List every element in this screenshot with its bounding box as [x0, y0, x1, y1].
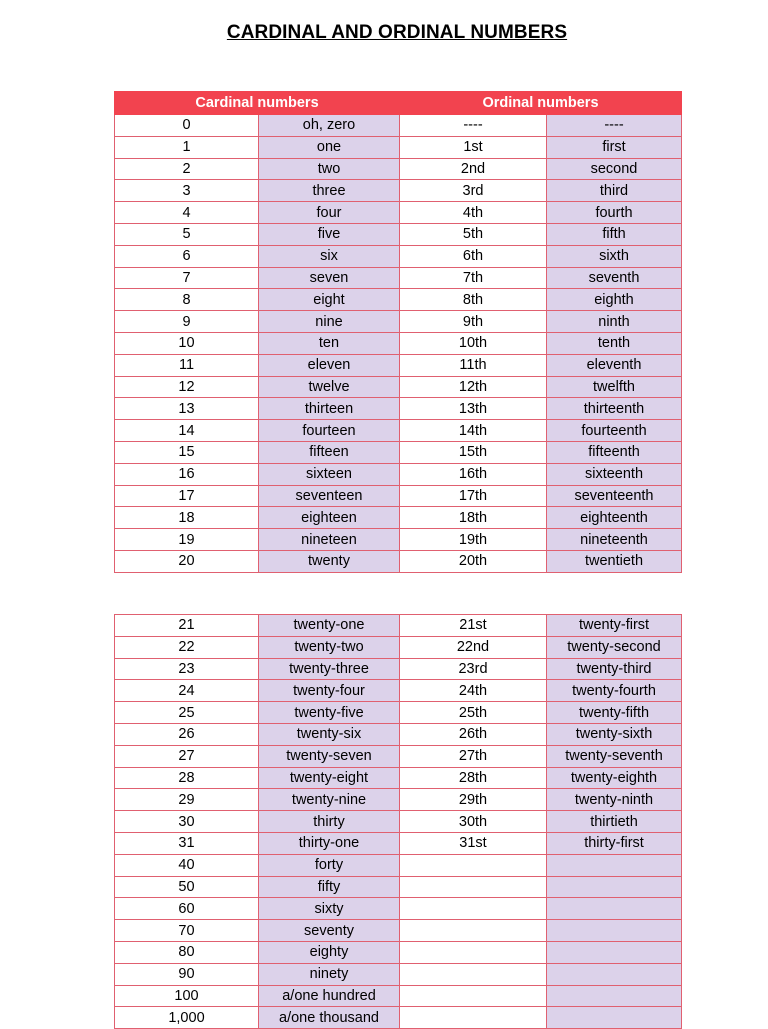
cardinal-word-cell: six [259, 245, 400, 267]
cardinal-digit-cell: 19 [115, 529, 259, 551]
table-row [115, 420, 682, 442]
cardinal-word-cell: four [259, 202, 400, 224]
cardinal-digit-cell: 9 [115, 311, 259, 333]
table-row [115, 615, 682, 637]
cardinal-digit-cell: 8 [115, 289, 259, 311]
cardinal-word-cell: eighteen [259, 507, 400, 529]
ordinal-abbrev-cell: 3rd [400, 180, 547, 202]
table-row [115, 876, 682, 898]
ordinal-word-cell: seventh [547, 267, 682, 289]
cardinal-word-cell: twenty-six [259, 723, 400, 745]
cardinal-word-cell: twenty-four [259, 680, 400, 702]
ordinal-abbrev-cell [400, 985, 547, 1007]
table-row [115, 811, 682, 833]
cardinal-digit-cell: 30 [115, 811, 259, 833]
ordinal-word-cell: fifteenth [547, 441, 682, 463]
ordinal-abbrev-cell: 25th [400, 702, 547, 724]
ordinal-word-cell: sixteenth [547, 463, 682, 485]
ordinal-abbrev-cell: 30th [400, 811, 547, 833]
cardinal-digit-cell: 5 [115, 223, 259, 245]
cardinal-word-cell: three [259, 180, 400, 202]
table-row [115, 115, 682, 137]
ordinal-word-cell: twenty-seventh [547, 745, 682, 767]
ordinal-word-cell: thirty-first [547, 832, 682, 854]
ordinal-word-cell [547, 941, 682, 963]
cardinal-word-cell: twelve [259, 376, 400, 398]
cardinal-digit-cell: 18 [115, 507, 259, 529]
cardinal-word-cell: seventy [259, 920, 400, 942]
table-row [115, 985, 682, 1007]
cardinal-digit-cell: 24 [115, 680, 259, 702]
table-1-body [115, 115, 682, 573]
ordinal-abbrev-cell [400, 963, 547, 985]
cardinal-digit-cell: 0 [115, 115, 259, 137]
cardinal-word-cell: a/one thousand [259, 1007, 400, 1029]
cardinal-word-cell: fifty [259, 876, 400, 898]
ordinal-word-cell: ninth [547, 311, 682, 333]
ordinal-abbrev-cell: 19th [400, 529, 547, 551]
ordinal-abbrev-cell: 8th [400, 289, 547, 311]
ordinal-abbrev-cell: 5th [400, 223, 547, 245]
cardinal-word-cell: thirty [259, 811, 400, 833]
cardinal-digit-cell: 25 [115, 702, 259, 724]
cardinal-digit-cell: 26 [115, 723, 259, 745]
ordinal-word-cell: eleventh [547, 354, 682, 376]
ordinal-abbrev-cell: 16th [400, 463, 547, 485]
cardinal-word-cell: twenty-seven [259, 745, 400, 767]
ordinal-word-cell [547, 985, 682, 1007]
cardinal-word-cell: twenty-nine [259, 789, 400, 811]
cardinal-digit-cell: 80 [115, 941, 259, 963]
ordinal-word-cell: twentieth [547, 550, 682, 572]
cardinal-word-cell: eighty [259, 941, 400, 963]
table-row [115, 898, 682, 920]
cardinal-digit-cell: 6 [115, 245, 259, 267]
table-row [115, 550, 682, 572]
cardinal-digit-cell: 17 [115, 485, 259, 507]
cardinal-word-cell: two [259, 158, 400, 180]
ordinal-word-cell: twenty-ninth [547, 789, 682, 811]
cardinal-word-cell: twenty [259, 550, 400, 572]
cardinal-word-cell: one [259, 136, 400, 158]
table-row [115, 332, 682, 354]
cardinal-word-cell: nine [259, 311, 400, 333]
ordinal-word-cell: twenty-fourth [547, 680, 682, 702]
ordinal-word-cell: second [547, 158, 682, 180]
table-row [115, 158, 682, 180]
table-row [115, 920, 682, 942]
cardinal-digit-cell: 70 [115, 920, 259, 942]
table-row [115, 311, 682, 333]
ordinal-abbrev-cell [400, 941, 547, 963]
cardinal-digit-cell: 16 [115, 463, 259, 485]
table-row [115, 702, 682, 724]
ordinal-abbrev-cell: 21st [400, 615, 547, 637]
cardinal-digit-cell: 22 [115, 636, 259, 658]
table-row [115, 441, 682, 463]
table-row [115, 376, 682, 398]
cardinal-word-cell: sixteen [259, 463, 400, 485]
table-row [115, 463, 682, 485]
ordinal-word-cell: twenty-second [547, 636, 682, 658]
ordinal-word-cell [547, 854, 682, 876]
ordinal-abbrev-cell: 23rd [400, 658, 547, 680]
ordinal-word-cell: seventeenth [547, 485, 682, 507]
cardinal-digit-cell: 60 [115, 898, 259, 920]
ordinal-word-cell: eighth [547, 289, 682, 311]
ordinal-abbrev-cell: 1st [400, 136, 547, 158]
ordinal-abbrev-cell [400, 876, 547, 898]
ordinal-abbrev-cell: ---- [400, 115, 547, 137]
ordinal-abbrev-cell: 9th [400, 311, 547, 333]
ordinal-abbrev-cell: 2nd [400, 158, 547, 180]
cardinal-word-cell: twenty-three [259, 658, 400, 680]
table-row [115, 745, 682, 767]
ordinal-word-cell [547, 920, 682, 942]
ordinal-abbrev-cell: 17th [400, 485, 547, 507]
cardinal-digit-cell: 21 [115, 615, 259, 637]
table-row [115, 832, 682, 854]
table-row [115, 485, 682, 507]
cardinal-word-cell: fourteen [259, 420, 400, 442]
cardinal-word-cell: eight [259, 289, 400, 311]
cardinal-numbers-header: Cardinal numbers [115, 92, 400, 115]
ordinal-abbrev-cell: 15th [400, 441, 547, 463]
ordinal-word-cell: twenty-first [547, 615, 682, 637]
ordinal-word-cell: twenty-sixth [547, 723, 682, 745]
ordinal-word-cell: fourth [547, 202, 682, 224]
table-row [115, 723, 682, 745]
cardinal-digit-cell: 15 [115, 441, 259, 463]
table-row [115, 529, 682, 551]
table-row [115, 507, 682, 529]
table-row [115, 267, 682, 289]
cardinal-digit-cell: 100 [115, 985, 259, 1007]
cardinal-digit-cell: 12 [115, 376, 259, 398]
cardinal-digit-cell: 1,000 [115, 1007, 259, 1029]
ordinal-word-cell: first [547, 136, 682, 158]
cardinal-word-cell: seventeen [259, 485, 400, 507]
ordinal-numbers-header: Ordinal numbers [400, 92, 682, 115]
table-2-body [115, 615, 682, 1029]
table-row [115, 1007, 682, 1029]
cardinal-word-cell: oh, zero [259, 115, 400, 137]
cardinal-digit-cell: 4 [115, 202, 259, 224]
ordinal-abbrev-cell: 4th [400, 202, 547, 224]
cardinal-word-cell: thirty-one [259, 832, 400, 854]
ordinal-abbrev-cell: 14th [400, 420, 547, 442]
ordinal-abbrev-cell: 7th [400, 267, 547, 289]
ordinal-abbrev-cell: 18th [400, 507, 547, 529]
cardinal-word-cell: eleven [259, 354, 400, 376]
ordinal-abbrev-cell: 10th [400, 332, 547, 354]
numbers-table-21-plus [114, 614, 682, 1029]
ordinal-word-cell [547, 876, 682, 898]
cardinal-word-cell: fifteen [259, 441, 400, 463]
cardinal-word-cell: a/one hundred [259, 985, 400, 1007]
cardinal-digit-cell: 7 [115, 267, 259, 289]
ordinal-abbrev-cell: 20th [400, 550, 547, 572]
table-row [115, 636, 682, 658]
ordinal-abbrev-cell: 22nd [400, 636, 547, 658]
cardinal-digit-cell: 31 [115, 832, 259, 854]
ordinal-word-cell: nineteenth [547, 529, 682, 551]
ordinal-abbrev-cell [400, 920, 547, 942]
cardinal-word-cell: nineteen [259, 529, 400, 551]
ordinal-word-cell: fourteenth [547, 420, 682, 442]
ordinal-abbrev-cell: 11th [400, 354, 547, 376]
ordinal-abbrev-cell: 6th [400, 245, 547, 267]
ordinal-word-cell: sixth [547, 245, 682, 267]
ordinal-abbrev-cell: 24th [400, 680, 547, 702]
cardinal-digit-cell: 13 [115, 398, 259, 420]
ordinal-word-cell: thirtieth [547, 811, 682, 833]
cardinal-word-cell: five [259, 223, 400, 245]
ordinal-word-cell [547, 898, 682, 920]
ordinal-word-cell: ---- [547, 115, 682, 137]
cardinal-digit-cell: 27 [115, 745, 259, 767]
ordinal-abbrev-cell [400, 1007, 547, 1029]
table-row [115, 767, 682, 789]
cardinal-word-cell: ninety [259, 963, 400, 985]
cardinal-word-cell: twenty-one [259, 615, 400, 637]
cardinal-word-cell: twenty-two [259, 636, 400, 658]
cardinal-digit-cell: 23 [115, 658, 259, 680]
ordinal-abbrev-cell: 13th [400, 398, 547, 420]
ordinal-abbrev-cell: 12th [400, 376, 547, 398]
cardinal-digit-cell: 90 [115, 963, 259, 985]
ordinal-abbrev-cell: 27th [400, 745, 547, 767]
cardinal-word-cell: thirteen [259, 398, 400, 420]
table-row [115, 202, 682, 224]
ordinal-word-cell: tenth [547, 332, 682, 354]
cardinal-word-cell: forty [259, 854, 400, 876]
ordinal-word-cell [547, 963, 682, 985]
table-header-row [115, 92, 682, 115]
cardinal-digit-cell: 11 [115, 354, 259, 376]
cardinal-digit-cell: 2 [115, 158, 259, 180]
ordinal-word-cell: eighteenth [547, 507, 682, 529]
table-row [115, 354, 682, 376]
ordinal-abbrev-cell [400, 898, 547, 920]
cardinal-digit-cell: 50 [115, 876, 259, 898]
cardinal-digit-cell: 3 [115, 180, 259, 202]
cardinal-word-cell: twenty-eight [259, 767, 400, 789]
ordinal-abbrev-cell: 28th [400, 767, 547, 789]
ordinal-word-cell: twenty-eighth [547, 767, 682, 789]
cardinal-digit-cell: 10 [115, 332, 259, 354]
cardinal-word-cell: twenty-five [259, 702, 400, 724]
cardinal-digit-cell: 28 [115, 767, 259, 789]
table-row [115, 658, 682, 680]
ordinal-word-cell [547, 1007, 682, 1029]
cardinal-digit-cell: 1 [115, 136, 259, 158]
table-row [115, 854, 682, 876]
ordinal-word-cell: twelfth [547, 376, 682, 398]
table-row [115, 223, 682, 245]
table-row [115, 680, 682, 702]
cardinal-word-cell: ten [259, 332, 400, 354]
cardinal-digit-cell: 29 [115, 789, 259, 811]
table-row [115, 789, 682, 811]
ordinal-abbrev-cell [400, 854, 547, 876]
cardinal-digit-cell: 14 [115, 420, 259, 442]
ordinal-word-cell: fifth [547, 223, 682, 245]
table-row [115, 245, 682, 267]
ordinal-word-cell: third [547, 180, 682, 202]
ordinal-word-cell: twenty-fifth [547, 702, 682, 724]
cardinal-digit-cell: 20 [115, 550, 259, 572]
cardinal-digit-cell: 40 [115, 854, 259, 876]
table-row [115, 941, 682, 963]
cardinal-word-cell: seven [259, 267, 400, 289]
ordinal-abbrev-cell: 29th [400, 789, 547, 811]
ordinal-abbrev-cell: 26th [400, 723, 547, 745]
table-row [115, 289, 682, 311]
table-row [115, 398, 682, 420]
page-title: CARDINAL AND ORDINAL NUMBERS [226, 22, 568, 43]
table-row [115, 180, 682, 202]
ordinal-word-cell: thirteenth [547, 398, 682, 420]
table-row [115, 963, 682, 985]
cardinal-word-cell: sixty [259, 898, 400, 920]
ordinal-abbrev-cell: 31st [400, 832, 547, 854]
ordinal-word-cell: twenty-third [547, 658, 682, 680]
table-row [115, 136, 682, 158]
numbers-table-1-to-20 [114, 91, 682, 573]
